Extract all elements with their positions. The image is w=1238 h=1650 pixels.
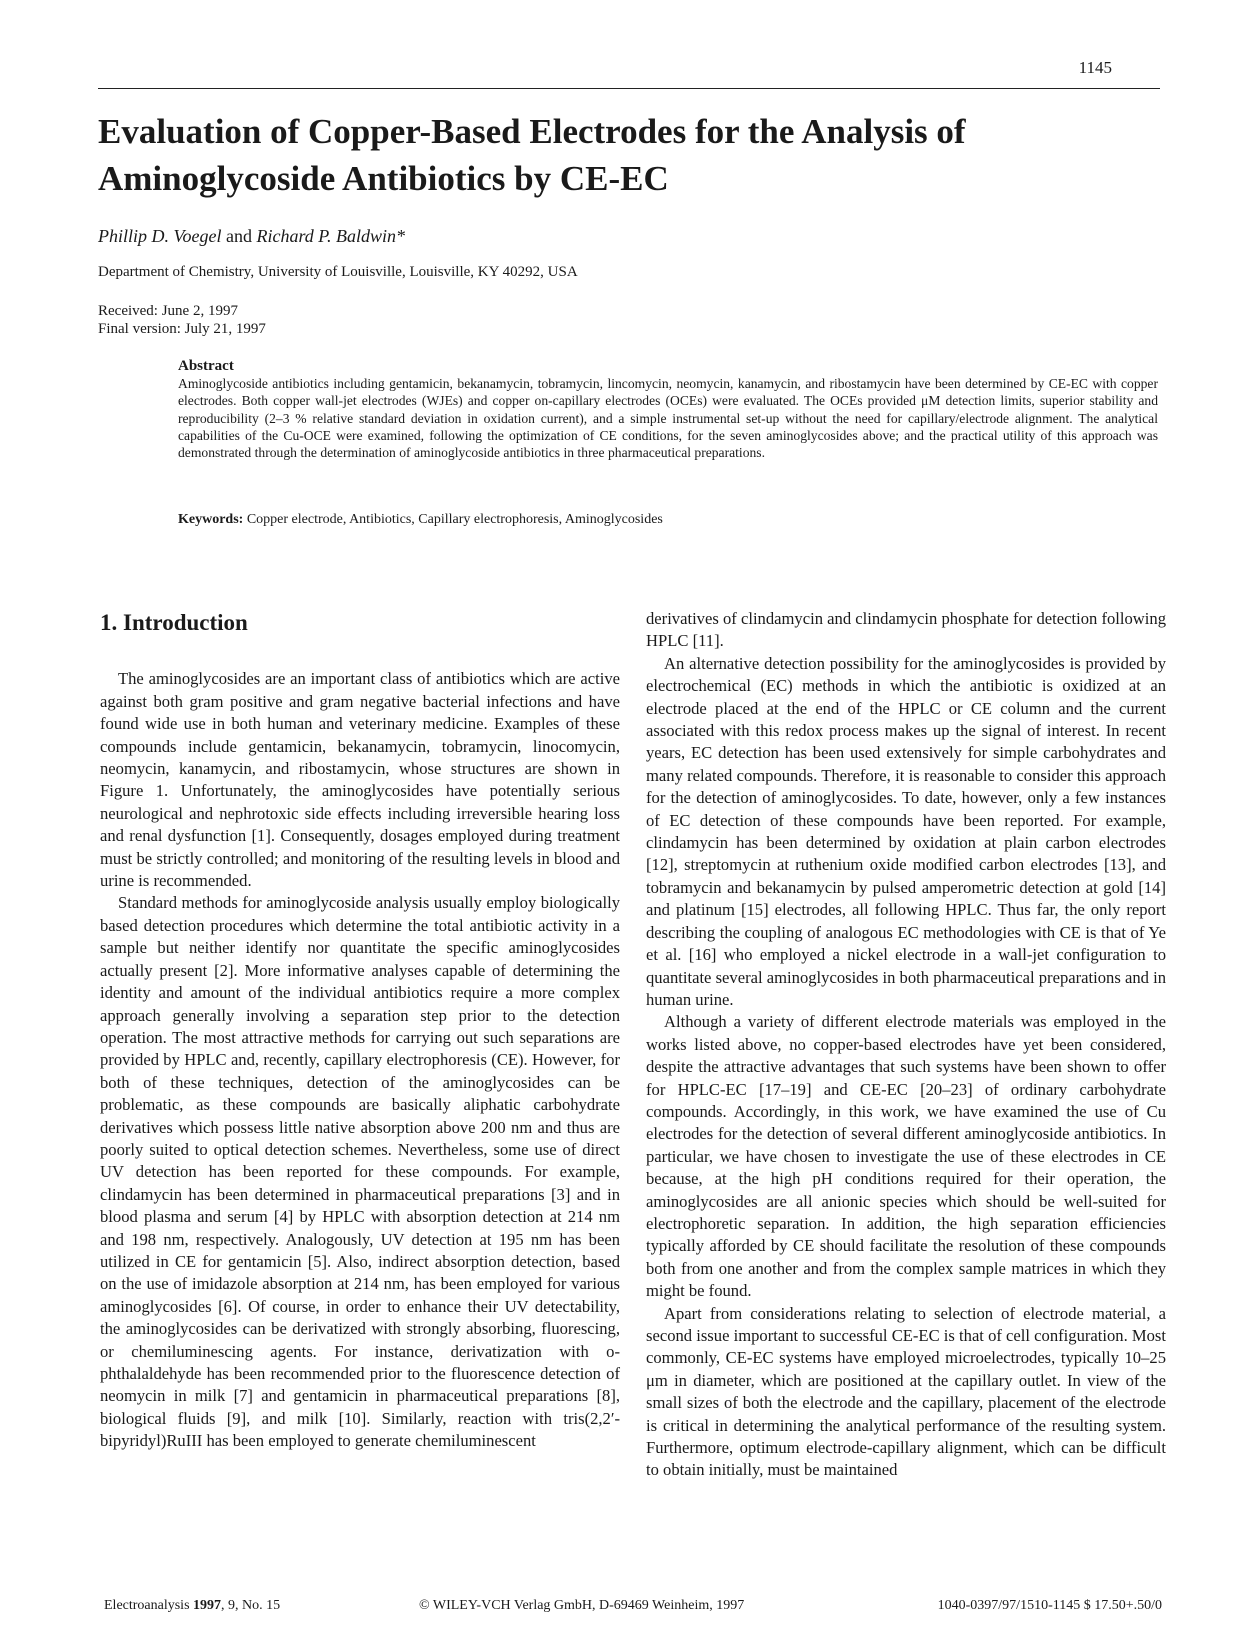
header-rule <box>98 88 1160 89</box>
abstract-heading: Abstract <box>178 358 234 374</box>
paragraph: An alternative detection possibility for the aminoglycosides is provided by electrochemical (EC) methods in which the antibiotic is oxidized at an electrode placed at the end of the HPLC or CE column and the current associated with this redox process makes up the signal of interest. In recent years, EC detection has been used extensively for simple carbohydrates and many related compounds. Therefore, it is reasonable to consider this approach for the detection of aminoglycosides. To date, however, only a few instances of EC detection of these compounds have been reported. For example, clindamycin has been determined by oxidation at plain carbon electrodes [12], streptomycin at ruthenium oxide modified carbon electrodes [13], and tobramycin and bekanamycin by pulsed amperometric detection at gold [14] and platinum [15] electrodes, all following HPLC. Thus far, the only report describing the coupling of analogous EC methodologies with CE is that of Ye et al. [16] who employed a nickel electrode in a wall-jet configuration to quantitate several aminoglycosides in both pharmaceutical preparations and in human urine. <box>646 653 1166 1009</box>
paragraph: derivatives of clindamycin and clindamycin phosphate for detection following HPLC [11]. <box>646 609 1166 651</box>
paragraph: Standard methods for aminoglycoside analysis usually employ biologically based detection procedures which determine the total antibiotic activity in a sample but neither identify nor quantitate the specific aminoglycosides actually present [2]. More informative analyses capable of determining the identity and amount of the individual antibiotics require a more complex approach generally involving a separation step prior to the detection operation. The most attractive methods for carrying out such separations are provided by HPLC and, recently, capillary electrophoresis (CE). However, for both of these techniques, detection of the aminoglycosides can be problematic, as these compounds are basically aliphatic carbohydrate derivatives which possess little native absorption above 200 nm and thus are poorly suited to optical detection schemes. Nevertheless, some use of direct UV detection has been reported for these compounds. For example, clindamycin has been determined in pharmaceutical preparations [3] and in blood plasma and serum [4] by HPLC with absorption detection at 214 nm and 198 nm, respectively. Analogously, UV detection at 195 nm has been utilized in CE for gentamicin [5]. Also, indirect absorption detection, based on the use of imidazole absorption at 214 nm, has been employed for various aminoglycosides [6]. Of course, in order to enhance their UV detectability, the aminoglycosides can be derivatized with strongly absorbing, fluorescing, or chemiluminescing agents. For instance, derivatization with o-phthalaldehyde has been recommended prior to the fluorescence detection of neomycin in milk [7] and gentamicin in pharmaceutical preparations [8], biological fluids [9], and milk [10]. Similarly, reaction with tris(2,2′-bipyridyl)RuIII has been employed to generate chemiluminescent <box>100 893 620 1451</box>
section-heading: 1. Introduction <box>100 610 248 635</box>
abstract-block <box>178 358 1158 461</box>
footer-journal-name: Electroanalysis <box>104 1598 194 1613</box>
footer-volume: , 9, No. 15 <box>221 1598 281 1613</box>
keywords-line <box>178 512 663 528</box>
paragraph: Apart from considerations relating to selection of electrode material, a second issue important to successful CE-EC is that of cell configuration. Most commonly, CE-EC systems have employed microelectrodes, typically 10–25 μm in diameter, which are positioned at the capillary outlet. In view of the small sizes of both the electrode and the capillary, placement of the electrode is critical in determining the analytical performance of the resulting system. Furthermore, optimum electrode-capillary alignment, which can be difficult to obtain initially, must be maintained <box>646 1303 1166 1480</box>
author-first: Phillip D. Voegel <box>98 226 222 246</box>
final-version-date: Final version: July 21, 1997 <box>98 321 266 337</box>
affiliation: Department of Chemistry, University of Louisville, Louisville, KY 40292, USA <box>98 264 578 280</box>
footer-journal <box>104 1598 280 1614</box>
page-number: 1145 <box>1078 58 1112 77</box>
author-list <box>98 226 405 247</box>
footer-code: 1040-0397/97/1510-1145 $ 17.50+.50/0 <box>937 1598 1162 1613</box>
author-joiner: and <box>221 226 257 246</box>
footer-year: 1997 <box>193 1598 222 1613</box>
left-column <box>100 612 620 1453</box>
abstract-text: Aminoglycoside antibiotics including gentamicin, bekanamycin, tobramycin, lincomycin, neomycin, kanamycin, and ribostamycin have been determined by CE-EC with copper electrodes. Both copper wall-jet electrodes (WJEs) and copper on-capillary electrodes (OCEs) were evaluated. The OCEs provided μM detection limits, superior stability and reproducibility (2–3 % relative standard deviation in oxidation current), and a simple instrumental set-up without the need for capillary/electrode alignment. The analytical capabilities of the Cu-OCE were examined, following the optimization of CE conditions, for the seven aminoglycosides above; and the practical utility of this approach was demonstrated through the determination of aminoglycoside antibiotics in three pharmaceutical preparations. <box>178 376 1158 461</box>
footer-copyright: © WILEY-VCH Verlag GmbH, D-69469 Weinheim, 1997 <box>419 1598 745 1613</box>
keywords-text: Copper electrode, Antibiotics, Capillary electrophoresis, Aminoglycosides <box>243 512 663 527</box>
right-column <box>646 608 1166 1482</box>
paragraph: Although a variety of different electrode materials was employed in the works listed above, no copper-based electrodes have yet been considered, despite the attractive advantages that such systems have been shown to offer for HPLC-EC [17–19] and CE-EC [20–23] of ordinary carbohydrate compounds. Accordingly, in this work, we have examined the use of Cu electrodes for the detection of several different aminoglycoside antibiotics. In particular, we have chosen to investigate the use of these electrodes in CE because, at the high pH conditions required for their operation, the aminoglycosides are all anionic species which should be well-suited for electrophoretic separation. In addition, the high separation efficiencies typically afforded by CE should facilitate the resolution of these compounds both from one another and from the complex sample matrices in which they might be found. <box>646 1012 1166 1301</box>
paragraph: The aminoglycosides are an important class of antibiotics which are active against both gram positive and gram negative bacterial infections and have found wide use in both human and veterinary medicine. Examples of these compounds include gentamicin, bekanamycin, tobramycin, linocomycin, neomycin, kanamycin, and ribostamycin, whose structures are shown in Figure 1. Unfortunately, the aminoglycosides have potentially serious neurological and nephrotoxic side effects including irreversible hearing loss and renal dysfunction [1]. Consequently, dosages employed during treatment must be strictly controlled; and monitoring of the resulting levels in blood and urine is recommended. <box>100 669 620 891</box>
keywords-label: Keywords: <box>178 512 244 527</box>
received-date: Received: June 2, 1997 <box>98 303 238 319</box>
dates-block <box>98 302 266 338</box>
article-title: Evaluation of Copper-Based Electrodes for the Analysis of Aminoglycoside Antibiotics by CE-EC <box>98 112 966 198</box>
author-second: Richard P. Baldwin* <box>256 226 405 246</box>
